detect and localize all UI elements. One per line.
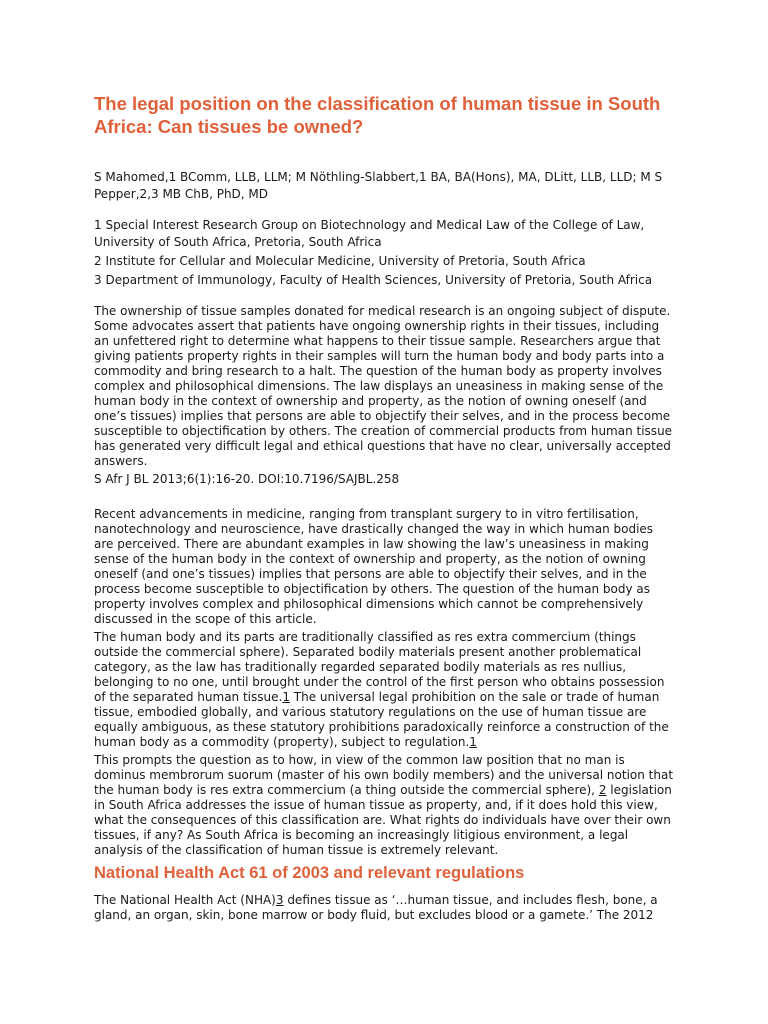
paragraph-text: This prompts the question as to how, in view of the common law position that no man is dominus membrorum suorum (master of his own bodily members) and the universal notion that the human body is res extra commercium (a thing outside the commercial sphere), <box>94 753 674 797</box>
abstract <box>94 304 674 469</box>
paragraph-text: The National Health Act (NHA) <box>94 893 276 907</box>
paragraph-text: The human body and its parts are traditionally classified as res extra commercium (things outside the commercial sphere). Separated bodily materials present another problematical category, as the law has traditionally regarded separated bodily materials as res nullius, belonging to no one, until brought under the control of the first person who obtains possession of the separated human tissue. <box>94 630 665 704</box>
body-paragraph <box>94 893 674 923</box>
paragraph-text: legislation in South Africa addresses the issue of human tissue as property, and, if it does hold this view, what the consequences of this classification are. What rights do individuals have over their own tissues, if any? As South Africa is becoming an increasingly litigious environment, a legal analysis of the classification of human tissue is extremely relevant. <box>94 783 672 857</box>
document-page <box>94 92 674 926</box>
body-paragraph <box>94 630 674 750</box>
section-heading: National Health Act 61 of 2003 and relevant regulations <box>94 864 525 882</box>
citation: S Afr J BL 2013;6(1):16-20. DOI:10.7196/SAJBL.258 <box>94 472 400 486</box>
body-paragraph: Recent advancements in medicine, ranging from transplant surgery to in vitro fertilisation, nanotechnology and neuroscience, have drastically changed the way in which human bodies are perceived. There are abundant examples in law showing the law’s uneasiness in making sense of the human body in the context of ownership and property, as the notion of owning oneself (and one’s tissues) implies that persons are able to objectify their selves, and in the process become susceptible to objectification by others. The question of the human body as property involves complex and philosophical dimensions which cannot be comprehensively discussed in the scope of this article. <box>94 507 654 626</box>
paragraph-text: The universal legal prohibition on the sale or trade of human tissue, embodied globally, and various statutory regulations on the use of human tissue are equally ambiguous, as these statutory prohibitions paradoxically reinforce a construction of the human body as a commodity (property), subject to regulation. <box>94 690 669 749</box>
article-body <box>94 507 674 923</box>
body-paragraph <box>94 753 674 858</box>
affiliation-item: 2 Institute for Cellular and Molecular Medicine, University of Pretoria, South Africa <box>94 254 586 268</box>
author-list: S Mahomed,1 BComm, LLB, LLM; M Nöthling-Slabbert,1 BA, BA(Hons), MA, DLitt, LLB, LLD; M S Pepper,2,3 MB ChB, PhD, MD <box>94 170 663 201</box>
affiliation-item: 3 Department of Immunology, Faculty of Health Sciences, University of Pretoria, South Africa <box>94 273 653 287</box>
affiliation-item: 1 Special Interest Research Group on Biotechnology and Medical Law of the College of Law, University of South Africa, Pretoria, South Africa <box>94 218 645 249</box>
reference-link[interactable]: 1 <box>469 735 477 749</box>
abstract-text: The ownership of tissue samples donated for medical research is an ongoing subject of dispute. Some advocates assert that patients have ongoing ownership rights in their tissues, including an unfettered right to determine what happens to their tissue sample. Researchers argue that giving patients property rights in their samples will turn the human body and body parts into a commodity and bring research to a halt. The question of the human body as property involves complex and philosophical dimensions. The law displays an uneasiness in making sense of the human body in the context of ownership and property, as the notion of owning oneself (and one’s tissues) implies that persons are able to objectify their selves, and in the process become susceptible to objectification by others. The creation of commercial products from human tissue has generated very difficult legal and ethical questions that have no clear, universally accepted answers. <box>94 304 673 468</box>
paragraph-text: defines tissue as ‘…human tissue, and includes flesh, bone, a gland, an organ, skin, bone marrow or body fluid, but excludes blood or a gamete.’ The 2012 <box>94 893 658 922</box>
reference-link[interactable]: 1 <box>282 690 290 704</box>
reference-link[interactable]: 3 <box>275 893 284 907</box>
reference-link[interactable]: 2 <box>598 783 607 797</box>
affiliation-list <box>94 217 674 289</box>
article-title: The legal position on the classification of human tissue in South Africa: Can tissues be owned? <box>94 93 661 137</box>
